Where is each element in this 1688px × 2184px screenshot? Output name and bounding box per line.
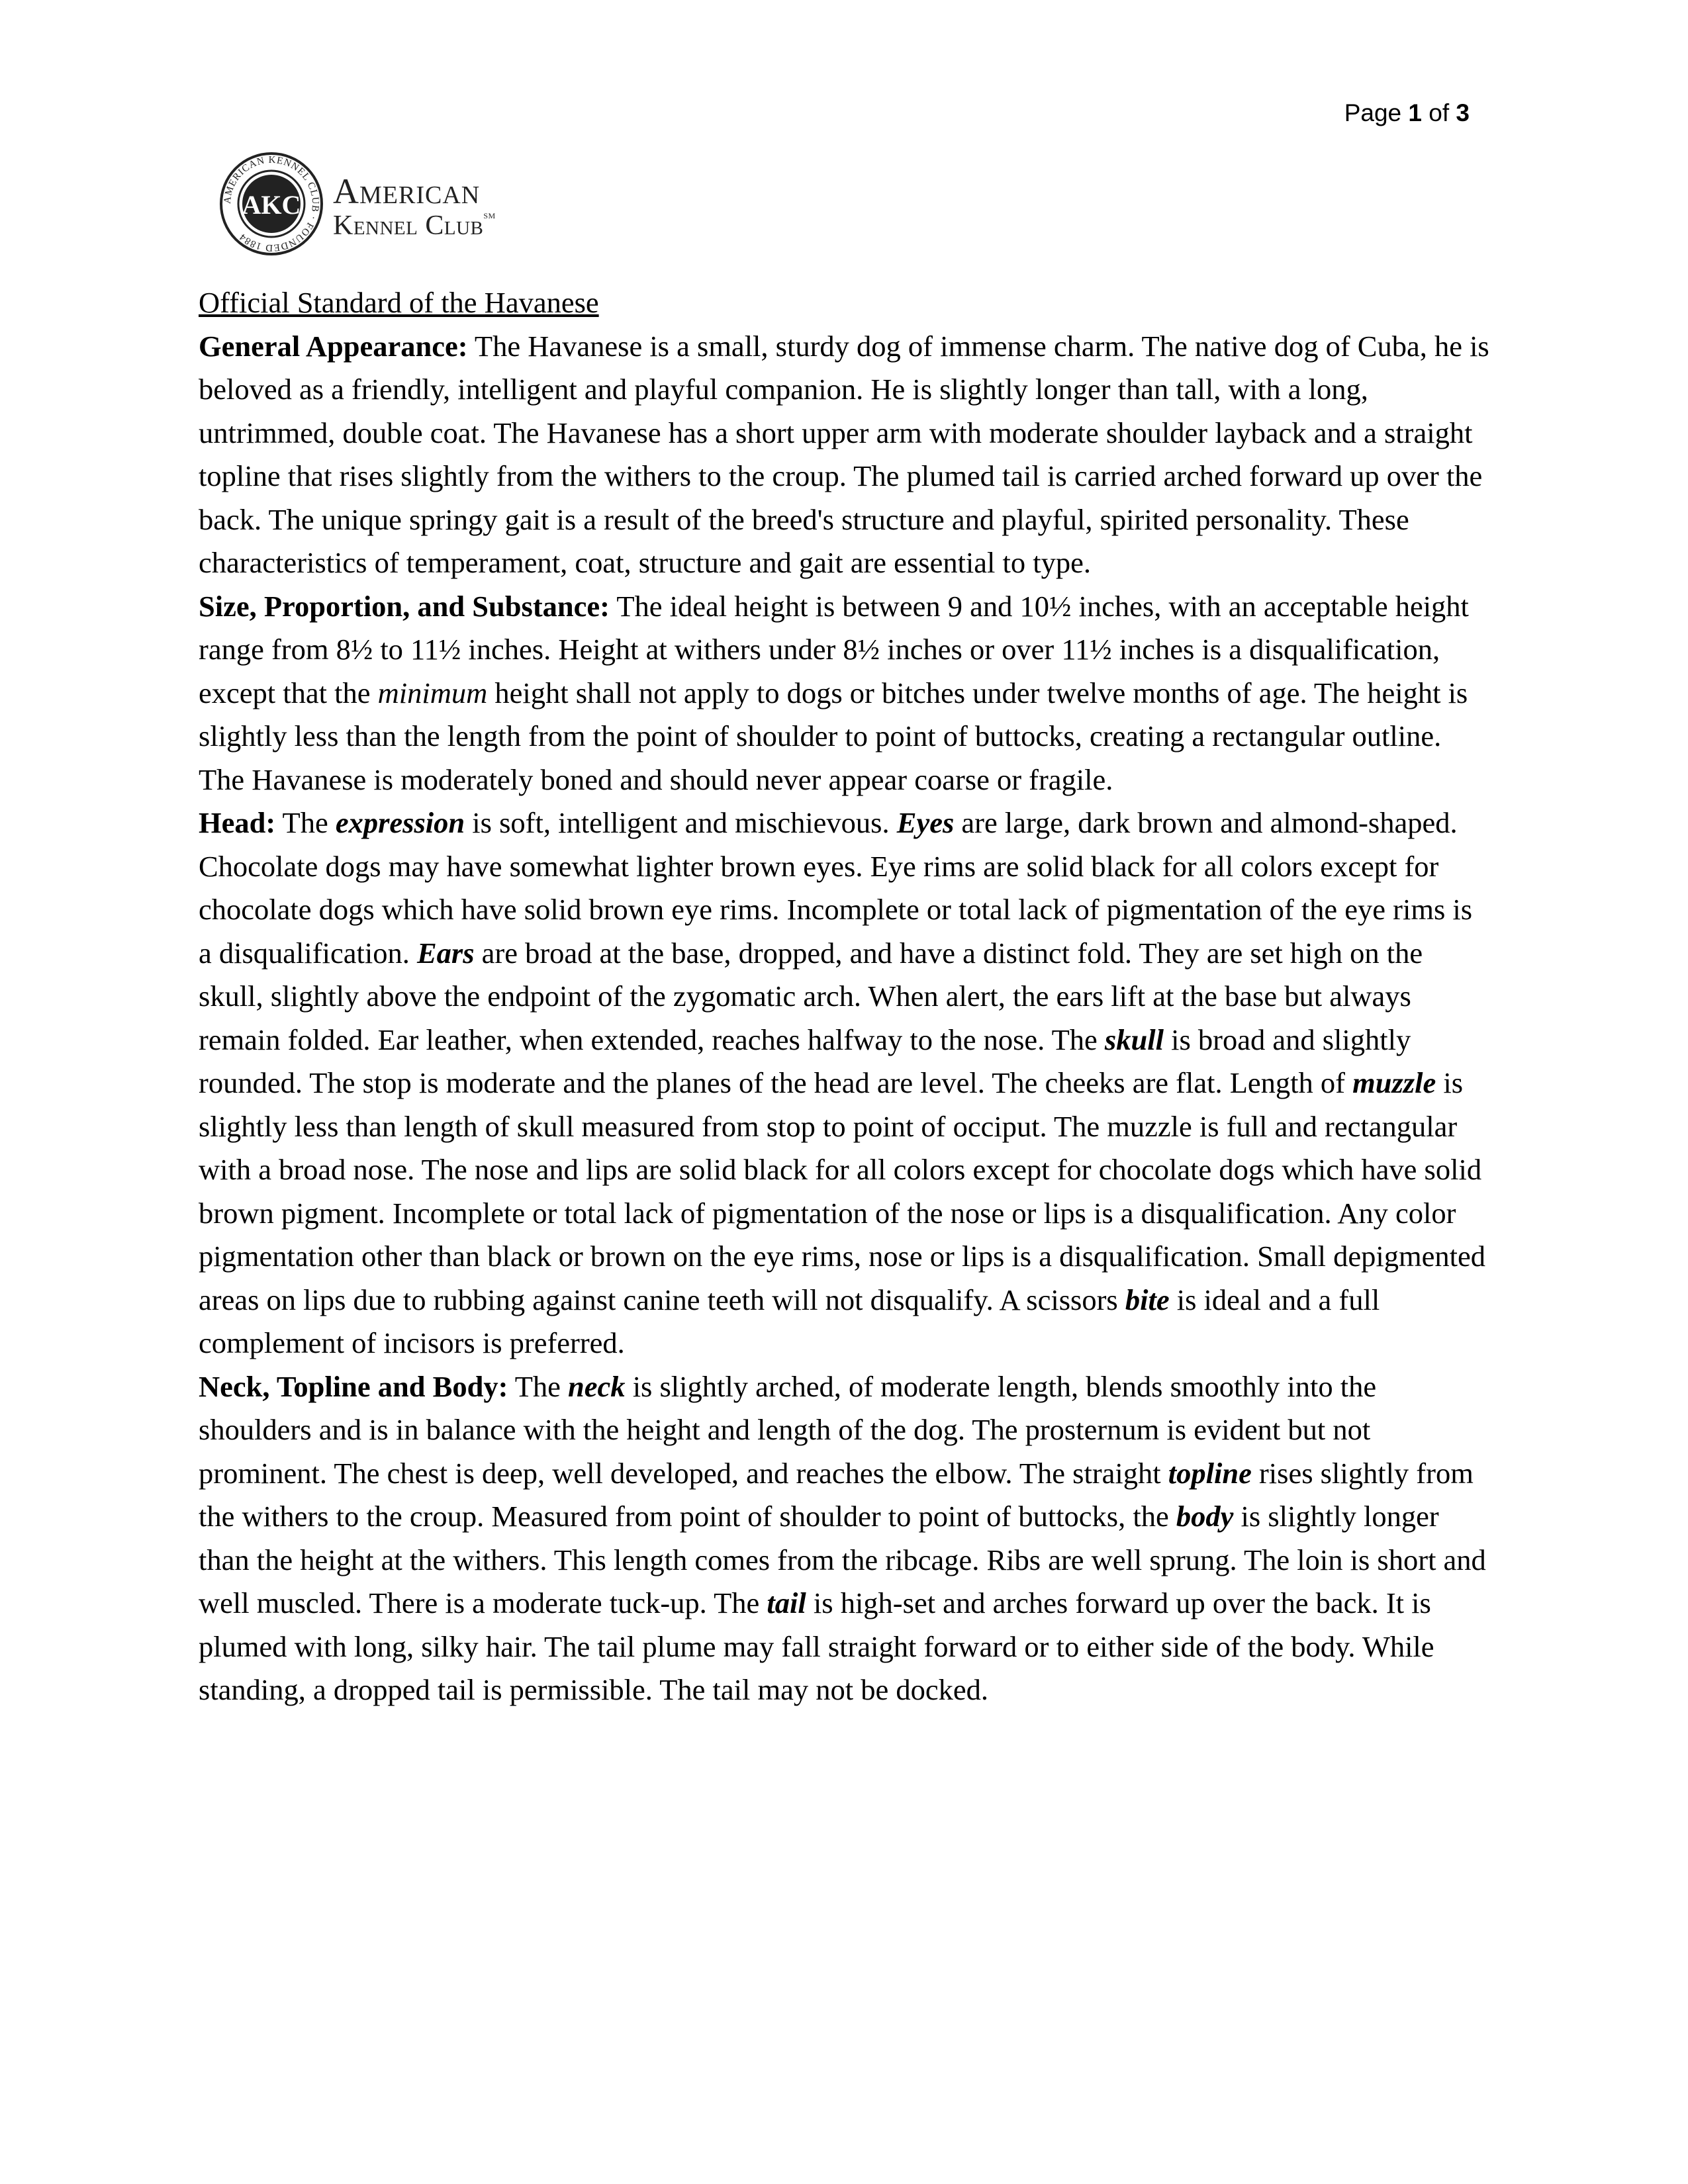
section-text: are broad at the base, dropped, and have a distinct fold. They are set high on the skull, slightly above the endpoint of the zygomatic arch. When alert, the ears lift at the base but always remain folded. Ear leather, when extended, reaches halfway to the nose. The [199,936,1423,1056]
section-general-appearance [199,325,1489,585]
page-number-current: 1 [1408,99,1422,126]
section-neck-topline-body [199,1365,1489,1712]
section-heading: General Appearance: [199,329,468,363]
section-text: is slightly arched, of moderate length, blends smoothly into the shoulders and is in balance with the height and length of the dog. The prosternum is evident but not prominent. The chest is deep, well developed, and reaches the elbow. The straight [199,1369,1377,1490]
section-text: The [508,1369,569,1403]
term-tail: tail [767,1586,806,1619]
section-text: is high-set and arches forward up over the back. It is plumed with long, silky hair. The tail plume may fall straight forward or to either side of the body. While standing, a dropped tail is permissible. The tail may not be docked. [199,1586,1434,1706]
logo-wordmark [333,173,496,240]
section-text: The ideal height is between 9 and 10½ inches, with an acceptable height range from 8½ to 11½ inches. Height at withers under 8½ inches or over 11½ inches is a disqualification, except that the [199,589,1469,709]
section-heading: Size, Proportion, and Substance: [199,589,610,623]
section-text: The [275,806,336,839]
service-mark: SM [483,211,496,220]
section-heading: Head: [199,806,276,839]
section-text: is ideal and a full complement of incisors is preferred. [199,1283,1380,1359]
section-text: rises slightly from the withers to the croup. Measured from point of shoulder to point of buttocks, the [199,1456,1474,1533]
term-muzzle: muzzle [1352,1066,1436,1099]
emphasis-minimum: minimum [377,676,488,709]
page-number-of: of [1429,99,1450,126]
section-text: is broad and slightly rounded. The stop is moderate and the planes of the head are level. The cheeks are flat. Length of [199,1023,1411,1099]
section-text: are large, dark brown and almond-shaped. Chocolate dogs may have somewhat lighter brown eyes. Eye rims are solid black for all colors except for chocolate dogs which have solid brown eye rims. Incomplete or total lack of pigmentation of the eye rims is a disqualification. [199,806,1473,970]
svg-text:AMERICAN KENNEL CLUB · FOUNDED: AMERICAN KENNEL CLUB · FOUNDED 1884 [222,154,321,253]
section-text: The Havanese is a small, sturdy dog of immense charm. The native dog of Cuba, he is beloved as a friendly, intelligent and playful companion. He is slightly longer than tall, with a long, untrimmed, double coat. The Havanese has a short upper arm with moderate shoulder layback and a straight topline that rises slightly from the withers to the croup. The plumed tail is carried arched forward up over the back. The unique springy gait is a result of the breed's structure and playful, spirited personality. These characteristics of temperament, coat, structure and gait are essential to type. [199,329,1489,579]
term-eyes: Eyes [896,806,955,839]
section-text: is slightly less than length of skull measured from stop to point of occiput. The muzzle is full and rectangular with a broad nose. The nose and lips are solid black for all colors except for chocolate dogs which have solid brown pigment. Incomplete or total lack of pigmentation of the nose or lips is a disqualification. Any color pigmentation other than black or brown on the eye rims, nose or lips is a disqualification. Small depigmented areas on lips due to rubbing against canine teeth will not disqualify. A scissors [199,1066,1485,1316]
logo-line-2 [333,212,496,240]
section-text: is soft, intelligent and mischievous. [465,806,897,839]
section-text: is slightly longer than the height at the withers. This length comes from the ribcage. Ribs are well sprung. The loin is short and well muscled. There is a moderate tuck-up. The [199,1500,1486,1619]
section-size-proportion-substance [199,585,1489,802]
akc-seal-icon [215,151,328,257]
akc-logo [215,151,506,257]
term-topline: topline [1168,1456,1252,1490]
section-heading: Neck, Topline and Body: [199,1369,508,1403]
term-expression: expression [335,806,465,839]
term-ears: Ears [416,936,475,970]
term-neck: neck [568,1369,626,1403]
term-bite: bite [1125,1283,1170,1316]
term-skull: skull [1104,1023,1164,1056]
svg-text:AKC: AKC [242,190,301,220]
document-body [199,281,1489,1712]
logo-line-1: American [333,171,481,211]
page-number-prefix: Page [1344,99,1402,126]
logo-line-2-text: Kennel Club [333,210,484,241]
page-number-total: 3 [1456,99,1470,126]
section-text: height shall not apply to dogs or bitches under twelve months of age. The height is slightly less than the length from the point of shoulder to point of buttocks, creating a rectangular outline. The Havanese is moderately boned and should never appear coarse or fragile. [199,676,1468,796]
page-number [1344,99,1470,127]
section-head [199,801,1489,1365]
term-body: body [1176,1500,1234,1533]
document-title: Official Standard of the Havanese [199,286,599,319]
